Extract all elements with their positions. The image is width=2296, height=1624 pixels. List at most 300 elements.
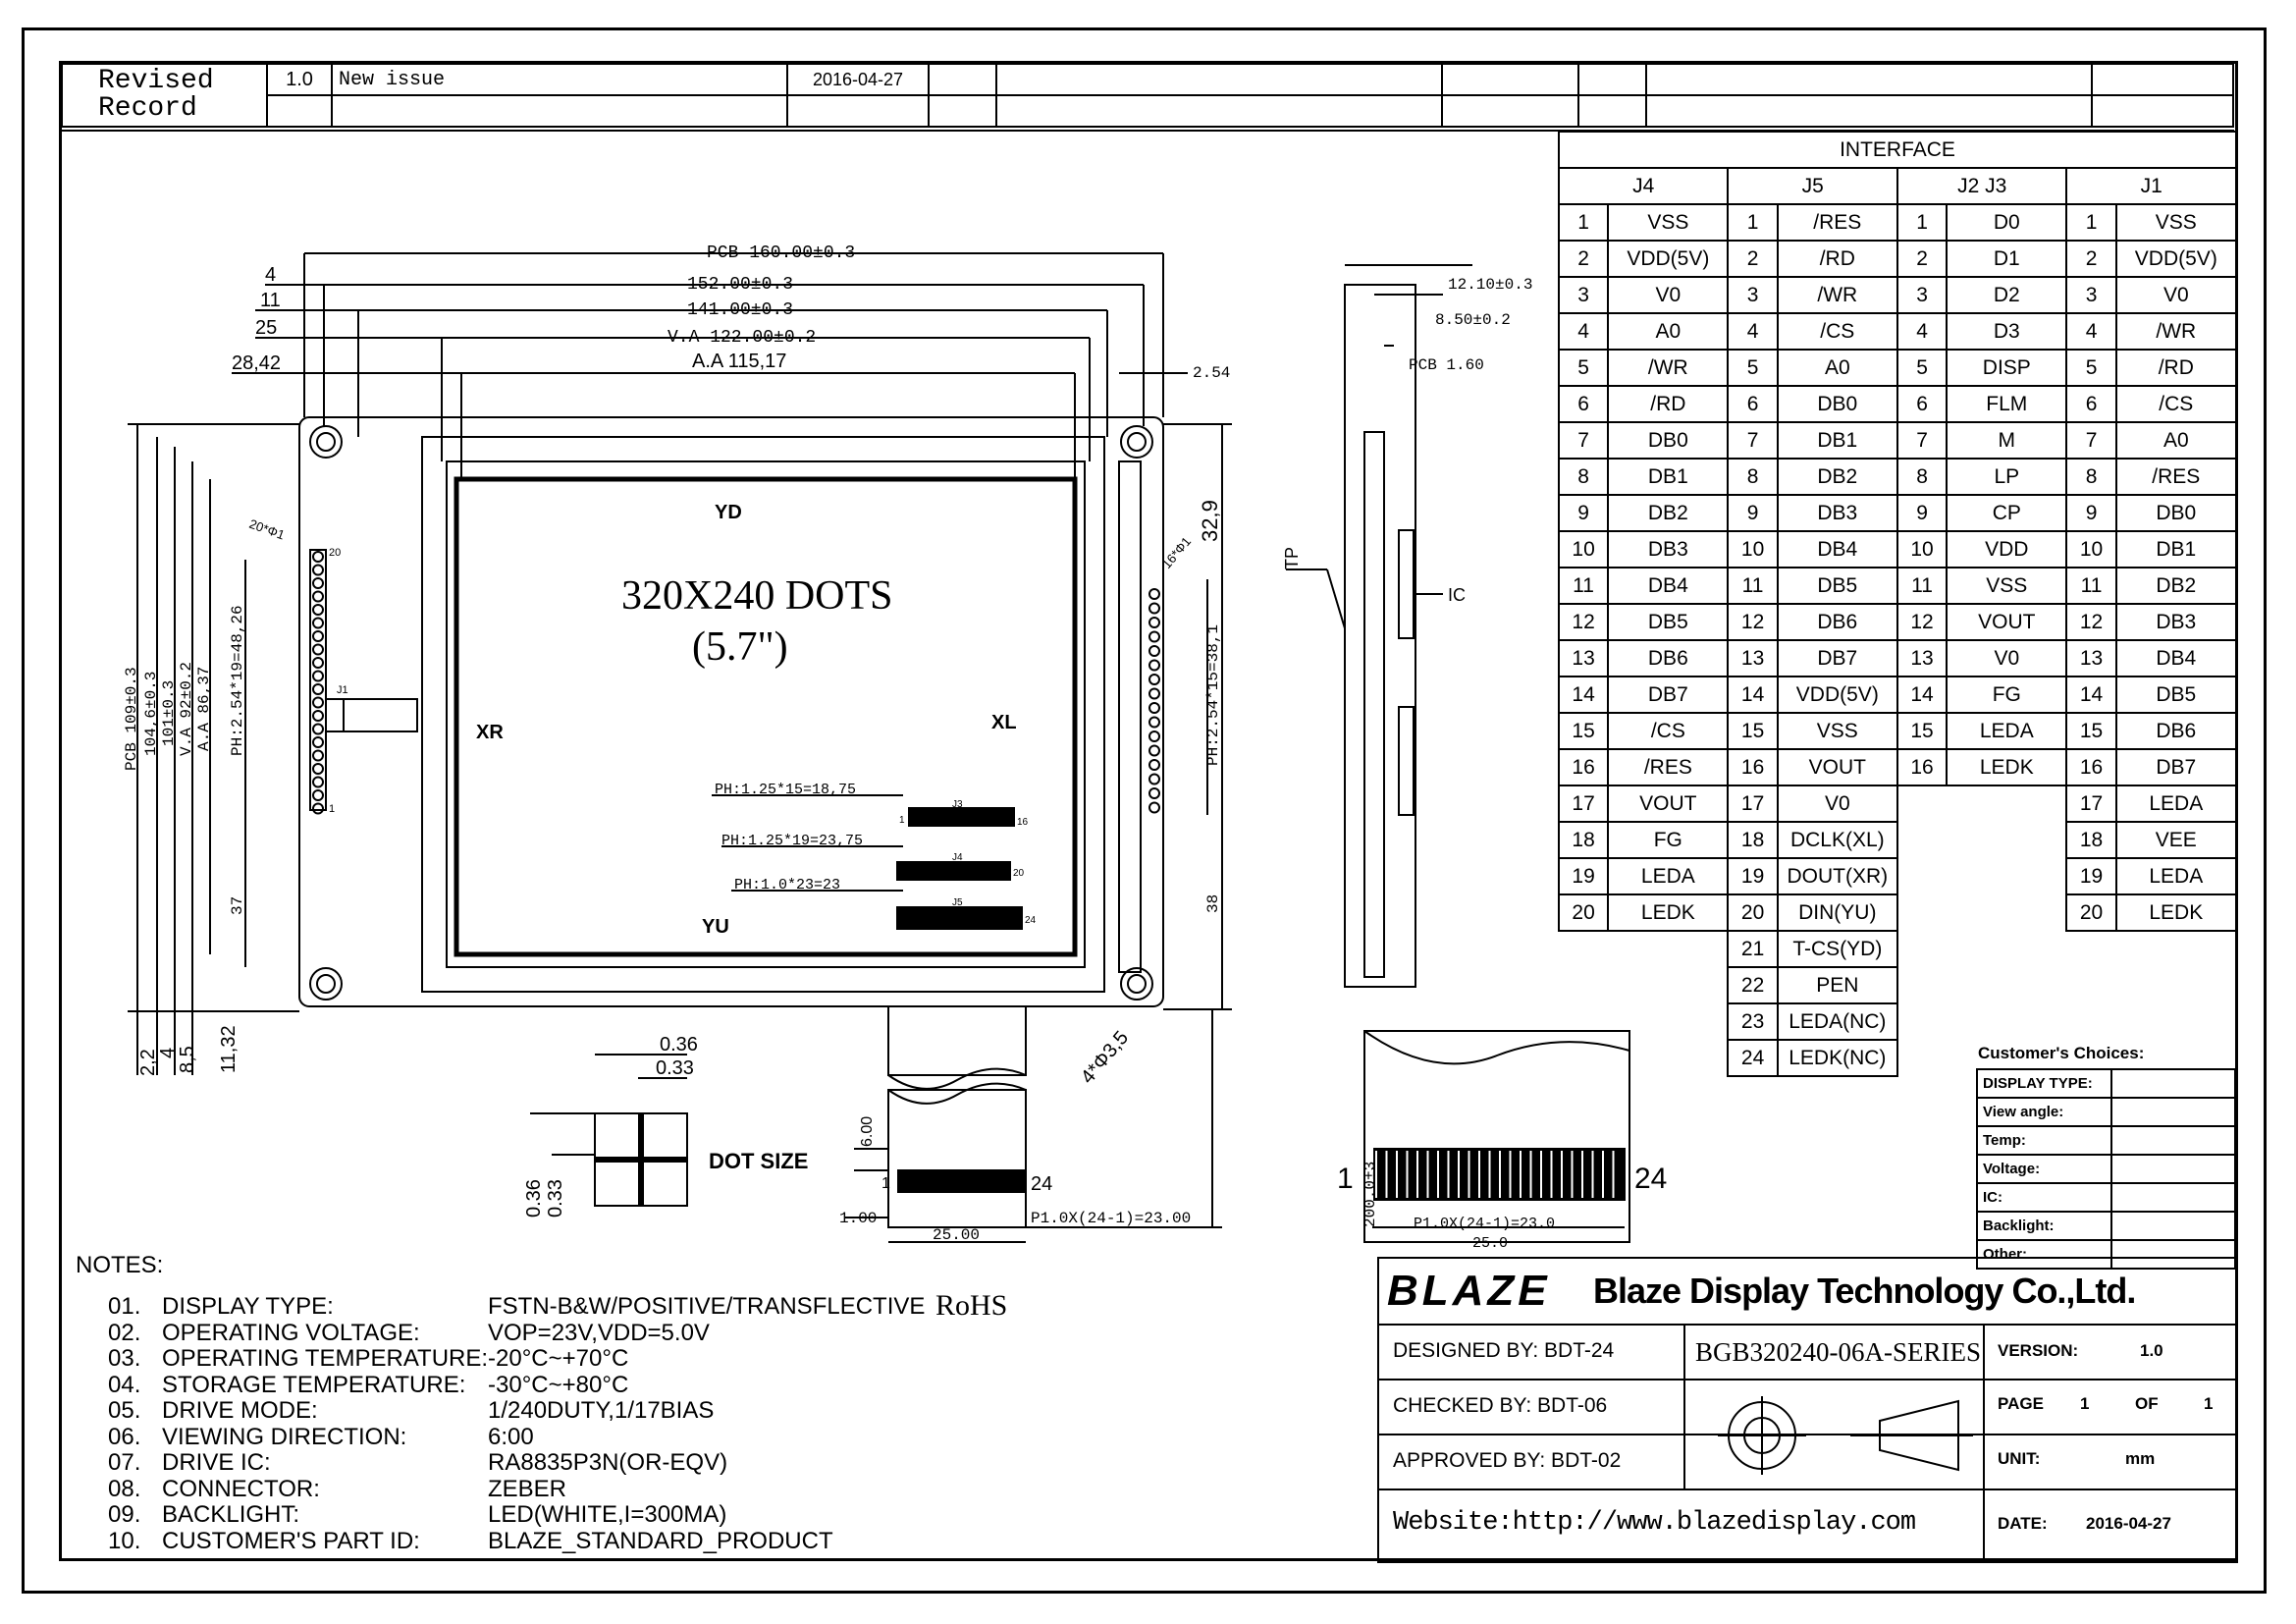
pin-number: 2 [1559,241,1608,277]
note-number: 09. [108,1501,141,1528]
pin-signal: DB2 [1608,495,1728,531]
dim-va-92: V.A 92±0.2 [178,661,195,756]
pin-signal: VOUT [1608,785,1728,822]
j1-pad [313,631,323,641]
pin-number: 23 [1728,1003,1777,1040]
j1-pad [313,725,323,734]
dim-4b: 4 [157,1047,179,1058]
note-label: CONNECTOR: [162,1475,320,1502]
note-value: BLAZE_STANDARD_PRODUCT [488,1527,833,1554]
pin-signal: /CS [2116,386,2236,422]
right-pad [1149,589,1159,599]
note-number: 06. [108,1423,141,1450]
conn-j5: J5 [952,897,963,908]
pin-signal: DB6 [2116,713,2236,749]
dim-ph-48: PH:2.54*19=48,26 [229,605,246,756]
pin-number: 7 [1897,422,1947,459]
pin-signal: DCLK(XL) [1778,822,1897,858]
dim-25: 25 [255,317,278,339]
side-12-10: 12.10±0.3 [1448,276,1533,294]
pin-signal: VDD(5V) [2116,241,2236,277]
pin-number: 13 [2066,640,2115,677]
interface-table [1558,131,2237,1077]
note-value: 1/240DUTY,1/17BIAS [488,1397,715,1424]
dim-104-6: 104,6±0.3 [142,671,160,756]
pin-signal: DB7 [2116,749,2236,785]
note-number: 02. [108,1319,141,1346]
pin-signal: /CS [1608,713,1728,749]
pin-signal: FG [1947,677,2066,713]
pin-number: 8 [1559,459,1608,495]
pin-signal: /CS [1778,313,1897,350]
pin-number: 20 [1559,894,1608,931]
side-8-50: 8.50±0.2 [1435,311,1511,329]
dot-036-left: 0.36 [523,1179,545,1218]
pin-signal: V0 [1608,277,1728,313]
right-pad [1149,646,1159,656]
pin-number: 21 [1728,931,1777,967]
date-label: DATE: [1998,1514,2048,1533]
right-pad [1149,604,1159,614]
right-pad [1149,718,1159,728]
dim-38: 38 [1204,893,1222,913]
pin-1: 1 [329,803,336,815]
right-pad [1149,746,1159,756]
pin-number: 13 [1897,640,1947,677]
j1-label: J1 [337,684,348,696]
right-pad [1149,731,1159,741]
dim-2-2: 2,2 [137,1049,159,1076]
note-label: OPERATING TEMPERATURE: [162,1345,489,1372]
pin-number: 9 [1728,495,1777,531]
pin-number: 3 [2066,277,2115,313]
note-label: DRIVE MODE: [162,1397,318,1424]
pin-number: 18 [1559,822,1608,858]
dim-8-5: 8,5 [177,1046,198,1073]
pin-signal: /RES [1778,204,1897,241]
title-block [1377,1257,2238,1563]
dot-033-left: 0.33 [545,1179,566,1218]
dim-ph-right: PH:2.54*15=38,1 [1204,623,1222,766]
choice-value[interactable] [2111,1098,2235,1126]
pin-signal: DB3 [2116,604,2236,640]
note-label: VIEWING DIRECTION: [162,1423,407,1450]
dim-28-42: 28,42 [232,352,282,374]
pin-signal: VSS [2116,204,2236,241]
conn-j4: J4 [952,852,963,863]
pin-number: 14 [1559,677,1608,713]
pin-signal: LEDA [2116,858,2236,894]
fpc-1: 1.00 [839,1210,878,1227]
unit-label: UNIT: [1998,1449,2041,1468]
pin-signal: D0 [1947,204,2066,241]
pin-signal: /RES [1608,749,1728,785]
company-name: Blaze Display Technology Co.,Ltd. [1593,1271,2136,1311]
version-value: 1.0 [2140,1341,2163,1360]
pin-number: 16 [2066,749,2115,785]
dots-label: 320X240 DOTS [621,573,893,619]
part-number: BGB320240-06A-SERIES [1695,1337,1982,1367]
interface-title: INTERFACE [1559,132,2236,168]
choice-label: View angle: [1977,1098,2111,1126]
conn-j5-pitch: PH:1.0*23=23 [734,877,841,893]
pin-signal: DB1 [1778,422,1897,459]
note-number: 07. [108,1449,141,1476]
fpc-6: 6.00 [859,1115,876,1147]
pin-signal: DISP [1947,350,2066,386]
pin-number: 24 [1728,1040,1777,1076]
hole-tl [310,426,342,458]
notes-section [74,1252,1055,1561]
conn-pin-24: 24 [1025,915,1037,926]
pin-number: 10 [1897,531,1947,568]
pin-signal: A0 [1608,313,1728,350]
pin-number: 19 [1559,858,1608,894]
tail-pin1: 1 [1337,1163,1354,1195]
dim-aa-115: A.A 115,17 [692,351,787,372]
page-label: PAGE [1998,1394,2044,1413]
pin-number: 12 [1559,604,1608,640]
pin-number: 8 [1728,459,1777,495]
dim-4: 4 [265,264,277,286]
choice-value[interactable] [2111,1155,2235,1183]
pin-number: 6 [1728,386,1777,422]
pin-signal: A0 [2116,422,2236,459]
conn-pin-16: 16 [1017,817,1029,828]
pin-signal: D1 [1947,241,2066,277]
pin-signal: VSS [1947,568,2066,604]
dim-aa-86: A.A 86,37 [195,666,213,751]
conn-pin-1: 1 [899,815,905,826]
pin-signal: DB2 [1778,459,1897,495]
pin-number: 17 [2066,785,2115,822]
fpc-25: 25.00 [933,1226,981,1244]
pin-label-20phi1: 20*Φ1 [246,515,287,543]
choice-label: Other: [1977,1240,2111,1269]
choice-value[interactable] [2111,1126,2235,1155]
hole-bl [310,968,342,1000]
pin-signal: DB6 [1608,640,1728,677]
right-pad [1149,703,1159,713]
pin-signal: /WR [1608,350,1728,386]
right-pad [1149,760,1159,770]
conn-j3: J3 [952,799,963,810]
pin-signal: DB5 [1608,604,1728,640]
pin-signal: LEDA [2116,785,2236,822]
pin-number: 12 [1897,604,1947,640]
pin-signal: DB7 [1608,677,1728,713]
pin-number: 9 [1897,495,1947,531]
note-value: -30°C~+80°C [488,1371,629,1398]
pin-number: 6 [1897,386,1947,422]
pin-signal: DB5 [1778,568,1897,604]
projection-symbol [1693,1386,1978,1485]
pin-number: 3 [1559,277,1608,313]
pin-number: 6 [2066,386,2115,422]
note-value: VOP=23V,VDD=5.0V [488,1319,710,1346]
note-number: 01. [108,1293,141,1320]
pin-signal: LEDK [1608,894,1728,931]
pin-signal: LP [1947,459,2066,495]
j1-pad [313,605,323,615]
hole-tr [1121,426,1152,458]
dim-pcb-109: PCB 109±0.3 [123,667,140,771]
pin-signal: V0 [1947,640,2066,677]
pin-signal: A0 [1778,350,1897,386]
designed-by: DESIGNED BY: BDT-24 [1393,1339,1615,1362]
pin-signal: LEDA [1608,858,1728,894]
pin-number: 7 [1728,422,1777,459]
dim-2-54: 2.54 [1193,364,1231,382]
pin-signal: /WR [1778,277,1897,313]
pin-signal: DB7 [1778,640,1897,677]
j1-pad [313,804,323,814]
right-pad [1149,788,1159,798]
of-label: OF [2135,1394,2159,1413]
pin-signal: DB3 [1608,531,1728,568]
dim-37: 37 [229,895,246,915]
pin-number: 8 [1897,459,1947,495]
pin-number: 9 [2066,495,2115,531]
pin-number: 14 [1897,677,1947,713]
pin-number: 10 [1728,531,1777,568]
pin-signal: DB2 [2116,568,2236,604]
pin-number: 13 [1728,640,1777,677]
approved-by: APPROVED BY: BDT-02 [1393,1449,1622,1472]
pin-number: 16 [1728,749,1777,785]
choice-label: Voltage: [1977,1155,2111,1183]
dim-va-122: V.A 122.00±0.2 [667,328,817,348]
checked-by: CHECKED BY: BDT-06 [1393,1394,1608,1417]
pin-number: 20 [1728,894,1777,931]
j1-pad [313,566,323,575]
j1-pad [313,578,323,588]
pin-number: 11 [2066,568,2115,604]
pin-number: 1 [1559,204,1608,241]
pin-number: 19 [2066,858,2115,894]
pin-signal: D3 [1947,313,2066,350]
pin-number: 3 [1897,277,1947,313]
pin-signal: FG [1608,822,1728,858]
fpc-pin1: 1 [881,1175,890,1192]
pin-signal: VSS [1778,713,1897,749]
pin-signal: FLM [1947,386,2066,422]
note-number: 05. [108,1397,141,1424]
pin-signal: DB0 [1608,422,1728,459]
note-number: 03. [108,1345,141,1372]
page-value: 1 [2080,1394,2090,1413]
pin-signal: /RES [2116,459,2236,495]
choice-label: Backlight: [1977,1212,2111,1240]
dot-036-top: 0.36 [660,1034,698,1056]
note-value: FSTN-B&W/POSITIVE/TRANSFLECTIVE [488,1293,926,1320]
pin-signal: DB5 [2116,677,2236,713]
pin-signal: /RD [1608,386,1728,422]
pin-number: 2 [2066,241,2115,277]
revision-version: 1.0 [267,64,332,95]
revision-description: New issue [332,64,787,95]
interface-header: J5 [1728,168,1896,204]
tail-25: 25.0 [1472,1235,1509,1252]
j1-pad [313,751,323,761]
pin-number: 16 [1559,749,1608,785]
note-label: OPERATING VOLTAGE: [162,1319,420,1346]
revised-record-label: Revised Record [62,64,267,127]
pin-signal: LEDA [1947,713,2066,749]
j1-pad [313,592,323,602]
pin-signal: DB4 [1778,531,1897,568]
pin-signal: VEE [2116,822,2236,858]
notes-title: NOTES: [76,1252,164,1278]
customer-choices-table [1976,1068,2236,1270]
pin-number: 17 [1728,785,1777,822]
right-pad [1149,632,1159,642]
fpc-length: 200.0±3 [1362,1161,1379,1227]
pin-number: 6 [1559,386,1608,422]
of-value: 1 [2204,1394,2214,1413]
pin-number: 16 [1897,749,1947,785]
j1-pad [313,711,323,721]
interface-header: J4 [1559,168,1728,204]
j1-pad [313,552,323,562]
j1-pad [313,790,323,800]
note-number: 04. [108,1371,141,1398]
pin-number: 19 [1728,858,1777,894]
j1-pad [313,619,323,628]
pin-signal: DB4 [1608,568,1728,604]
pin-signal: V0 [2116,277,2236,313]
conn-j3-pitch: PH:1.25*15=18,75 [715,782,857,798]
pin-number: 5 [2066,350,2115,386]
pin-signal: M [1947,422,2066,459]
note-label: STORAGE TEMPERATURE: [162,1371,466,1398]
note-value: ZEBER [488,1475,567,1502]
choice-value[interactable] [2111,1212,2235,1240]
j1-pad [313,737,323,747]
pin-number: 1 [1897,204,1947,241]
pin-number: 4 [1897,313,1947,350]
pin-signal: DB1 [2116,531,2236,568]
pin-number: 10 [1559,531,1608,568]
pin-number: 1 [2066,204,2115,241]
date-value: 2016-04-27 [2086,1514,2171,1533]
pin-number: 17 [1559,785,1608,822]
pin-number: 13 [1559,640,1608,677]
side-view [1345,285,1415,987]
label-xl: XL [991,712,1017,733]
pin-signal: VOUT [1778,749,1897,785]
pin-signal: DB1 [1608,459,1728,495]
pin-signal: VOUT [1947,604,2066,640]
pin-signal: DB0 [1778,386,1897,422]
pin-signal: LEDK(NC) [1778,1040,1897,1076]
note-label: CUSTOMER'S PART ID: [162,1527,420,1554]
zebra-strip [1119,461,1141,972]
note-value: -20°C~+70°C [488,1345,629,1372]
fpc-pitch: P1.0X(24-1)=23.00 [1031,1210,1192,1227]
pin-number: 18 [2066,822,2115,858]
conn-pin-20: 20 [1013,868,1025,879]
note-number: 08. [108,1475,141,1502]
dim-11-32: 11,32 [218,1025,240,1073]
pin-signal: PEN [1778,967,1897,1003]
choice-value[interactable] [2111,1183,2235,1212]
hole-label: 4*Φ3,5 [1076,1027,1134,1089]
note-value: LED(WHITE,I=300MA) [488,1501,727,1528]
dim-152: 152.00±0.3 [687,275,794,295]
pin-signal: CP [1947,495,2066,531]
pin-signal: LEDK [2116,894,2236,931]
right-pad [1149,689,1159,699]
pin-number: 7 [1559,422,1608,459]
note-label: BACKLIGHT: [162,1501,300,1528]
choice-label: DISPLAY TYPE: [1977,1069,2111,1098]
side-pcb: PCB 1.60 [1409,356,1484,374]
pin-signal: DB3 [1778,495,1897,531]
label-xr: XR [476,722,504,743]
revision-date: 2016-04-27 [787,64,929,95]
dot-033-top: 0.33 [656,1057,694,1079]
tail-pitch: P1.0X(24-1)=23.0 [1414,1216,1556,1232]
j1-pad [313,764,323,774]
choice-label: IC: [1977,1183,2111,1212]
pin-number: 14 [2066,677,2115,713]
pin-number: 7 [2066,422,2115,459]
conn-j4-pitch: PH:1.25*19=23,75 [721,833,864,849]
website: Website:http://www.blazedisplay.com [1393,1508,1916,1538]
label-yd: YD [715,502,742,523]
pin-signal: D2 [1947,277,2066,313]
pin-number: 5 [1559,350,1608,386]
pin-signal: VDD(5V) [1608,241,1728,277]
right-pad [1149,661,1159,671]
pin-signal: V0 [1778,785,1897,822]
j1-pad [313,778,323,787]
pin-number: 1 [1728,204,1777,241]
note-number: 10. [108,1527,141,1554]
choice-label: Temp: [1977,1126,2111,1155]
pin-number: 8 [2066,459,2115,495]
note-value: 6:00 [488,1423,534,1450]
pin-number: 4 [1559,313,1608,350]
size-label: (5.7") [692,624,788,670]
pin-signal: T-CS(YD) [1778,931,1897,967]
pin-number: 15 [2066,713,2115,749]
pin-number: 12 [2066,604,2115,640]
dim-101: 101±0.3 [160,679,178,746]
pin-signal: VDD(5V) [1778,677,1897,713]
pin-label-16phi1: 16*Φ1 [1158,533,1195,571]
dim-11: 11 [260,290,281,311]
dot-size-label: DOT SIZE [709,1149,809,1173]
customer-choices-title: Customer's Choices: [1978,1044,2145,1062]
pin-signal: VDD [1947,531,2066,568]
pin-number: 4 [2066,313,2115,350]
pin-number: 2 [1897,241,1947,277]
choice-value[interactable] [2111,1069,2235,1098]
dim-32-9: 32,9 [1198,500,1222,542]
pin-number: 22 [1728,967,1777,1003]
pin-number: 12 [1728,604,1777,640]
pin-signal: VSS [1608,204,1728,241]
blaze-logo: BLAZE [1387,1267,1551,1315]
j1-pad [313,645,323,655]
note-value: RA8835P3N(OR-EQV) [488,1449,728,1476]
pin-number: 18 [1728,822,1777,858]
pin-20: 20 [329,547,342,559]
pin-number: 15 [1897,713,1947,749]
pin-number: 15 [1559,713,1608,749]
